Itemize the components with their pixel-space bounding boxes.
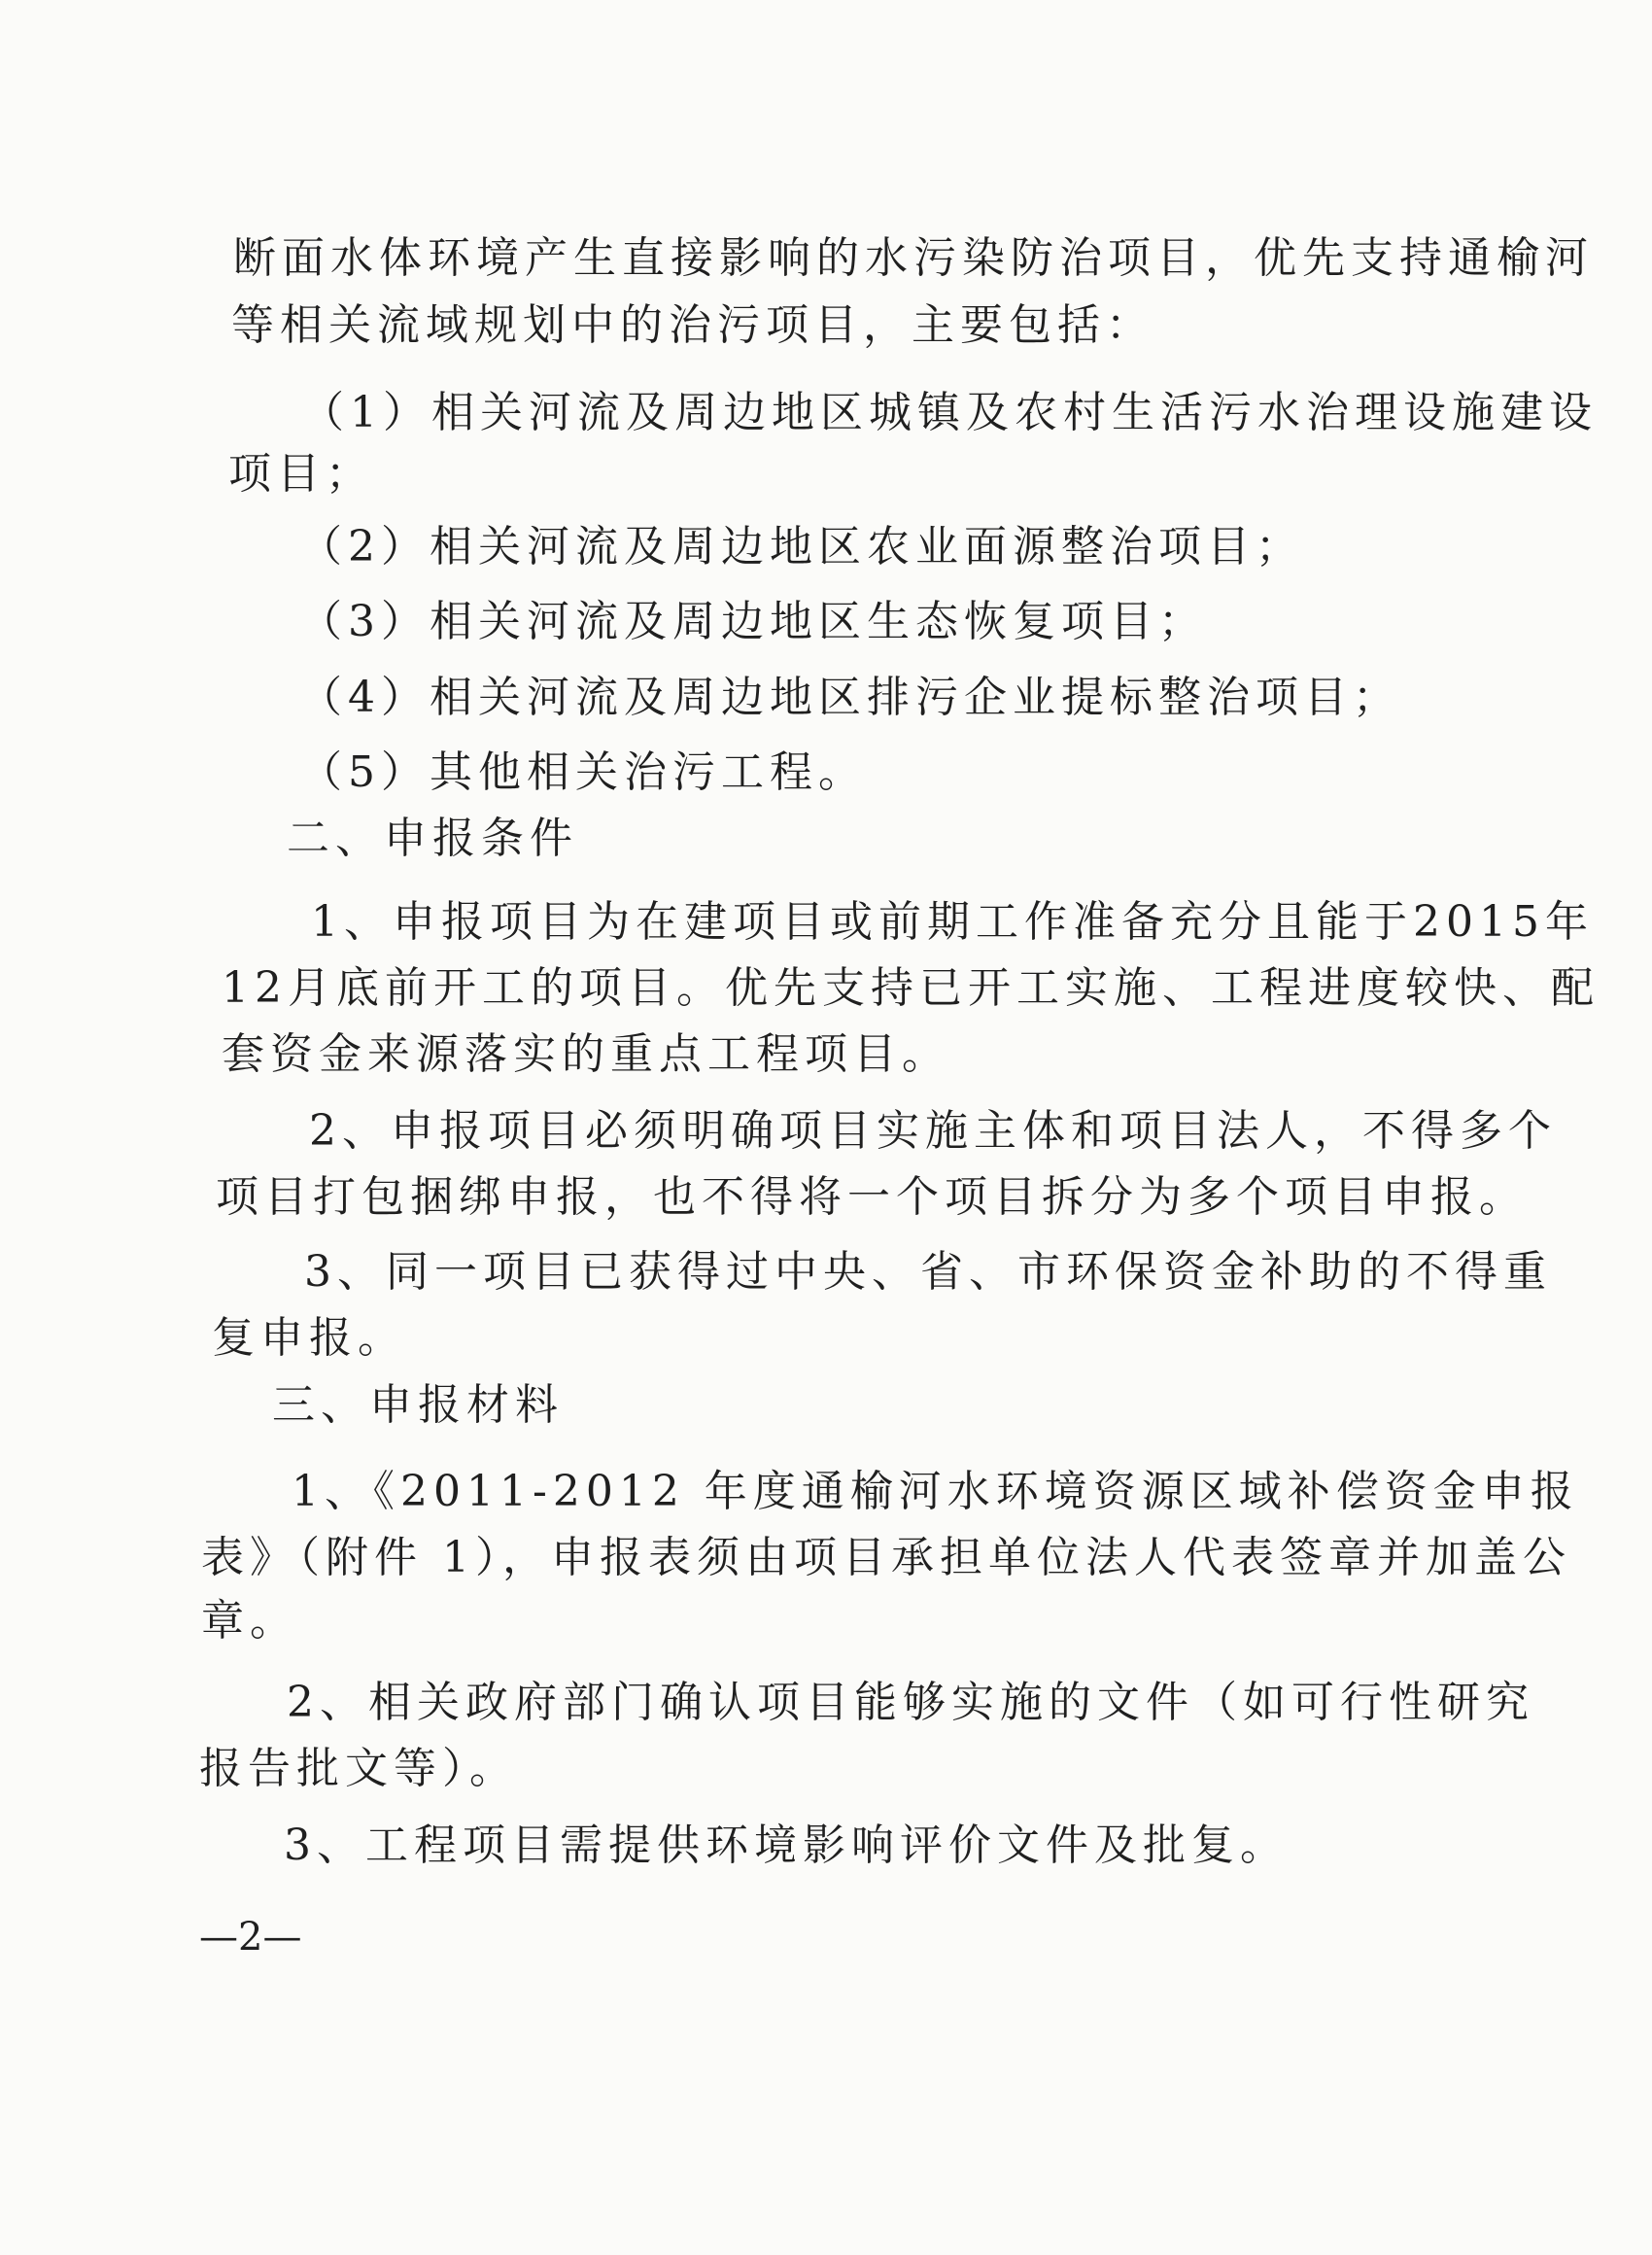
text-line: （5）其他相关治污工程。 (299, 747, 867, 797)
text-line: 2、相关政府部门确认项目能够实施的文件（如可行性研究 (287, 1678, 1534, 1727)
text-line: 项目； (228, 449, 374, 499)
text-line: 1、申报项目为在建项目或前期工作准备充分且能于2015年 (311, 897, 1594, 947)
text-line: 章。 (201, 1596, 298, 1646)
text-line: 1、《2011-2012 年度通榆河水环境资源区域补偿资金申报 (292, 1467, 1579, 1516)
section-heading: 二、申报条件 (287, 814, 578, 863)
text-line: 等相关流域规划中的治污项目，主要包括： (231, 300, 1154, 350)
text-line: 项目打包捆绑申报，也不得将一个项目拆分为多个项目申报。 (216, 1172, 1528, 1222)
text-line: （1）相关河流及周边地区城镇及农村生活污水治理设施建设 (301, 388, 1598, 437)
text-line: 报告批文等）。 (199, 1744, 518, 1793)
section-heading: 三、申报材料 (272, 1380, 564, 1430)
page-number: —2— (199, 1915, 302, 1960)
text-line: （4）相关河流及周边地区排污企业提标整治项目； (299, 673, 1401, 722)
text-line: 12月底前开工的项目。优先支持已开工实施、工程进度较快、配 (222, 963, 1600, 1013)
text-line: （2）相关河流及周边地区农业面源整治项目； (299, 522, 1304, 572)
text-line: （3）相关河流及周边地区生态恢复项目； (299, 597, 1207, 646)
text-line: 套资金来源落实的重点工程项目。 (222, 1029, 950, 1079)
text-line: 3、同一项目已获得过中央、省、市环保资金补助的不得重 (304, 1247, 1552, 1297)
text-line: 2、申报项目必须明确项目实施主体和项目法人，不得多个 (309, 1106, 1557, 1156)
text-line: 复申报。 (212, 1313, 406, 1363)
text-line: 表》（附件 1），申报表须由项目承担单位法人代表签章并加盖公 (201, 1533, 1571, 1582)
text-line: 断面水体环境产生直接影响的水污染防治项目，优先支持通榆河 (233, 233, 1594, 283)
text-line: 3、工程项目需提供环境影响评价文件及批复。 (284, 1821, 1289, 1870)
